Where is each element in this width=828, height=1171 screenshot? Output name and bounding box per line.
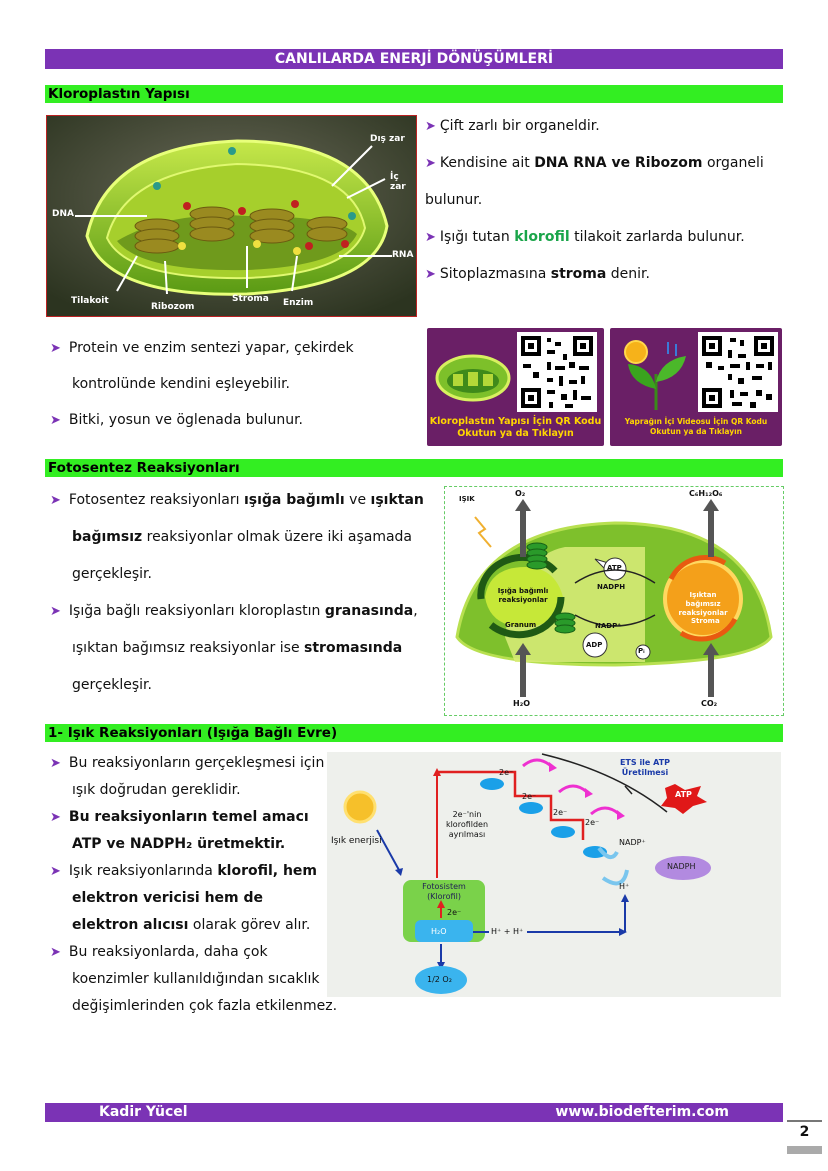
label-h-h: H⁺ + H⁺ [491, 927, 524, 936]
bullet-icon: ➤ [425, 156, 436, 171]
label-h2o: H₂O [513, 699, 530, 708]
label-stroma: Stroma [691, 617, 720, 625]
list-item: ➤ Kendisine ait DNA RNA ve Ribozom organeli [425, 155, 764, 171]
list-item: ➤ Işığa bağlı reaksiyonları kloroplastın granasında, [50, 603, 418, 619]
chloroplast-bullets-right [425, 116, 785, 301]
list-item: ➤ Protein ve enzim sentezi yapar, çekirdek [50, 340, 354, 356]
label-ic-zar: İç zar [390, 172, 406, 192]
label-rna: RNA [392, 250, 414, 260]
label-ribozom: Ribozom [151, 302, 195, 312]
footer-website[interactable]: www.biodefterim.com [555, 1104, 729, 1120]
bullet-icon: ➤ [50, 341, 61, 356]
list-item-continuation: elektron vericisi hem de [72, 890, 264, 906]
list-item: ➤ Çift zarlı bir organeldir. [425, 118, 600, 134]
bullet-icon: ➤ [425, 230, 436, 245]
label-dna: DNA [52, 209, 74, 219]
label-o2: O₂ [515, 489, 526, 498]
label-electron-release: 2e⁻'nin klorofilden ayrılması [445, 810, 489, 839]
bullet-icon: ➤ [50, 810, 61, 825]
label-photosystem: Fotosistem (Klorofil) [422, 882, 466, 901]
page-header [45, 49, 783, 69]
list-item: ➤ Sitoplazmasına stroma denir. [425, 266, 650, 282]
label-2e-photosystem: 2e⁻ [447, 908, 462, 917]
bullet-icon: ➤ [50, 945, 61, 960]
page-footer [45, 1103, 783, 1122]
list-item-continuation: koenzimler kullanıldığından sıcaklık [72, 971, 320, 987]
qr-link-leaf-video[interactable] [610, 328, 782, 446]
label-granum: Granum [505, 621, 537, 629]
label-tilakoit: Tilakoit [71, 296, 109, 306]
list-item-continuation: gerçekleşir. [72, 566, 152, 582]
bullet-icon: ➤ [50, 756, 61, 771]
label-enzim: Enzim [283, 298, 314, 308]
list-item-continuation: ışıktan bağımsız reaksiyonlar ise stromasında [72, 640, 403, 656]
leaf-plant-icon [616, 334, 696, 412]
label-nadph: NADPH [597, 583, 626, 591]
label-nadp: NADP⁺ [595, 622, 621, 630]
bullet-icon: ➤ [425, 119, 436, 134]
label-adp: ADP [586, 641, 603, 649]
label-atp: ATP [607, 564, 622, 572]
list-item: ➤ Işık reaksiyonlarında klorofil, hem [50, 863, 318, 879]
label-isik: IŞIK [459, 495, 475, 503]
bullet-icon: ➤ [50, 413, 61, 428]
section-title-chloroplast: Kloroplastın Yapısı [45, 85, 783, 103]
chloroplast-illustration [47, 116, 416, 316]
bullet-icon: ➤ [50, 864, 61, 879]
bullet-icon: ➤ [50, 604, 61, 619]
chloroplast-thumb-icon [433, 348, 513, 408]
qr-link-chloroplast[interactable] [427, 328, 604, 446]
photosynthesis-diagram [444, 486, 784, 716]
label-nadp: NADP⁺ [619, 838, 646, 847]
list-item: ➤ Bu reaksiyonların temel amacı [50, 809, 309, 825]
light-reactions-diagram [327, 752, 781, 997]
label-co2: CO₂ [701, 699, 718, 708]
list-item: ➤ Işığı tutan klorofil tilakoit zarlarda bulunur. [425, 229, 745, 245]
list-item-continuation: kontrolünde kendini eşleyebilir. [72, 376, 291, 392]
qr-caption-chloroplast[interactable]: Kloroplastın Yapısı İçin QR Kodu Okutun ya da Tıklayın [429, 416, 602, 439]
label-2e-step2: 2e⁻ [522, 792, 537, 801]
chloroplast-bullets-left [50, 338, 420, 446]
section-title-light-reactions: 1- Işık Reaksiyonları (Işığa Bağlı Evre) [45, 724, 783, 742]
chloroplast-diagram [46, 115, 417, 317]
photosynthesis-bullets [50, 490, 430, 712]
qr-code-icon[interactable] [698, 332, 778, 412]
page-number-rule [787, 1120, 822, 1122]
label-dis-zar: Dış zar [370, 134, 405, 144]
page-number: 2 [799, 1124, 810, 1140]
label-ets-atp: ETS ile ATP Üretilmesi [619, 758, 671, 777]
list-item-continuation: elektron alıcısı olarak görev alır. [72, 917, 311, 933]
footer-author: Kadir Yücel [99, 1104, 188, 1120]
electron-transport-illustration [327, 752, 781, 997]
list-item: ➤ Fotosentez reaksiyonları ışığa bağımlı ve ışıktan [50, 492, 424, 508]
label-half-o2: 1/2 O₂ [427, 975, 452, 984]
light-reactions-bullets [50, 753, 340, 1023]
label-h: H⁺ [619, 882, 630, 891]
list-item-continuation: gerçekleşir. [72, 677, 152, 693]
page-title: CANLILARDA ENERJİ DÖNÜŞÜMLERİ [274, 51, 554, 67]
qr-code-icon[interactable] [517, 332, 597, 412]
list-item-continuation: ışık doğrudan gereklidir. [72, 782, 241, 798]
label-light-reactions: Işığa bağımlı reaksiyonlar [497, 587, 549, 604]
label-2e-step4: 2e⁻ [585, 818, 600, 827]
label-glucose: C₆H₁₂O₆ [689, 489, 723, 498]
label-pi: Pᵢ [638, 647, 645, 655]
list-item-continuation: bağımsız reaksiyonlar olmak üzere iki aşamada [72, 529, 412, 545]
label-stroma: Stroma [232, 294, 269, 304]
list-item: ➤ Bu reaksiyonların gerçekleşmesi için [50, 755, 325, 771]
page-number-bar [787, 1146, 822, 1154]
section-title-photosynthesis: Fotosentez Reaksiyonları [45, 459, 783, 477]
label-2e-step3: 2e⁻ [553, 808, 568, 817]
label-2e-step1: 2e⁻ [499, 768, 514, 777]
list-item: ➤ Bu reaksiyonlarda, daha çok [50, 944, 268, 960]
bullet-icon: ➤ [425, 267, 436, 282]
label-h2o: H₂O [431, 927, 447, 936]
label-dark-reactions: Işıktan bağımsız reaksiyonlar [678, 591, 728, 617]
label-nadph: NADPH [667, 862, 696, 871]
list-item: ➤ Bitki, yosun ve öglenada bulunur. [50, 412, 303, 428]
list-item-continuation: değişimlerinden çok fazla etkilenmez. [72, 998, 338, 1014]
bullet-icon: ➤ [50, 493, 61, 508]
label-light-energy: Işık enerjisi [331, 836, 382, 846]
label-atp: ATP [675, 790, 692, 799]
list-item-continuation: bulunur. [425, 192, 483, 208]
qr-caption-leaf-video[interactable]: Yaprağın İçi Videosu İçin QR Kodu Okutun ya da Tıklayın [624, 417, 768, 436]
list-item-continuation: ATP ve NADPH₂ üretmektir. [72, 836, 286, 852]
